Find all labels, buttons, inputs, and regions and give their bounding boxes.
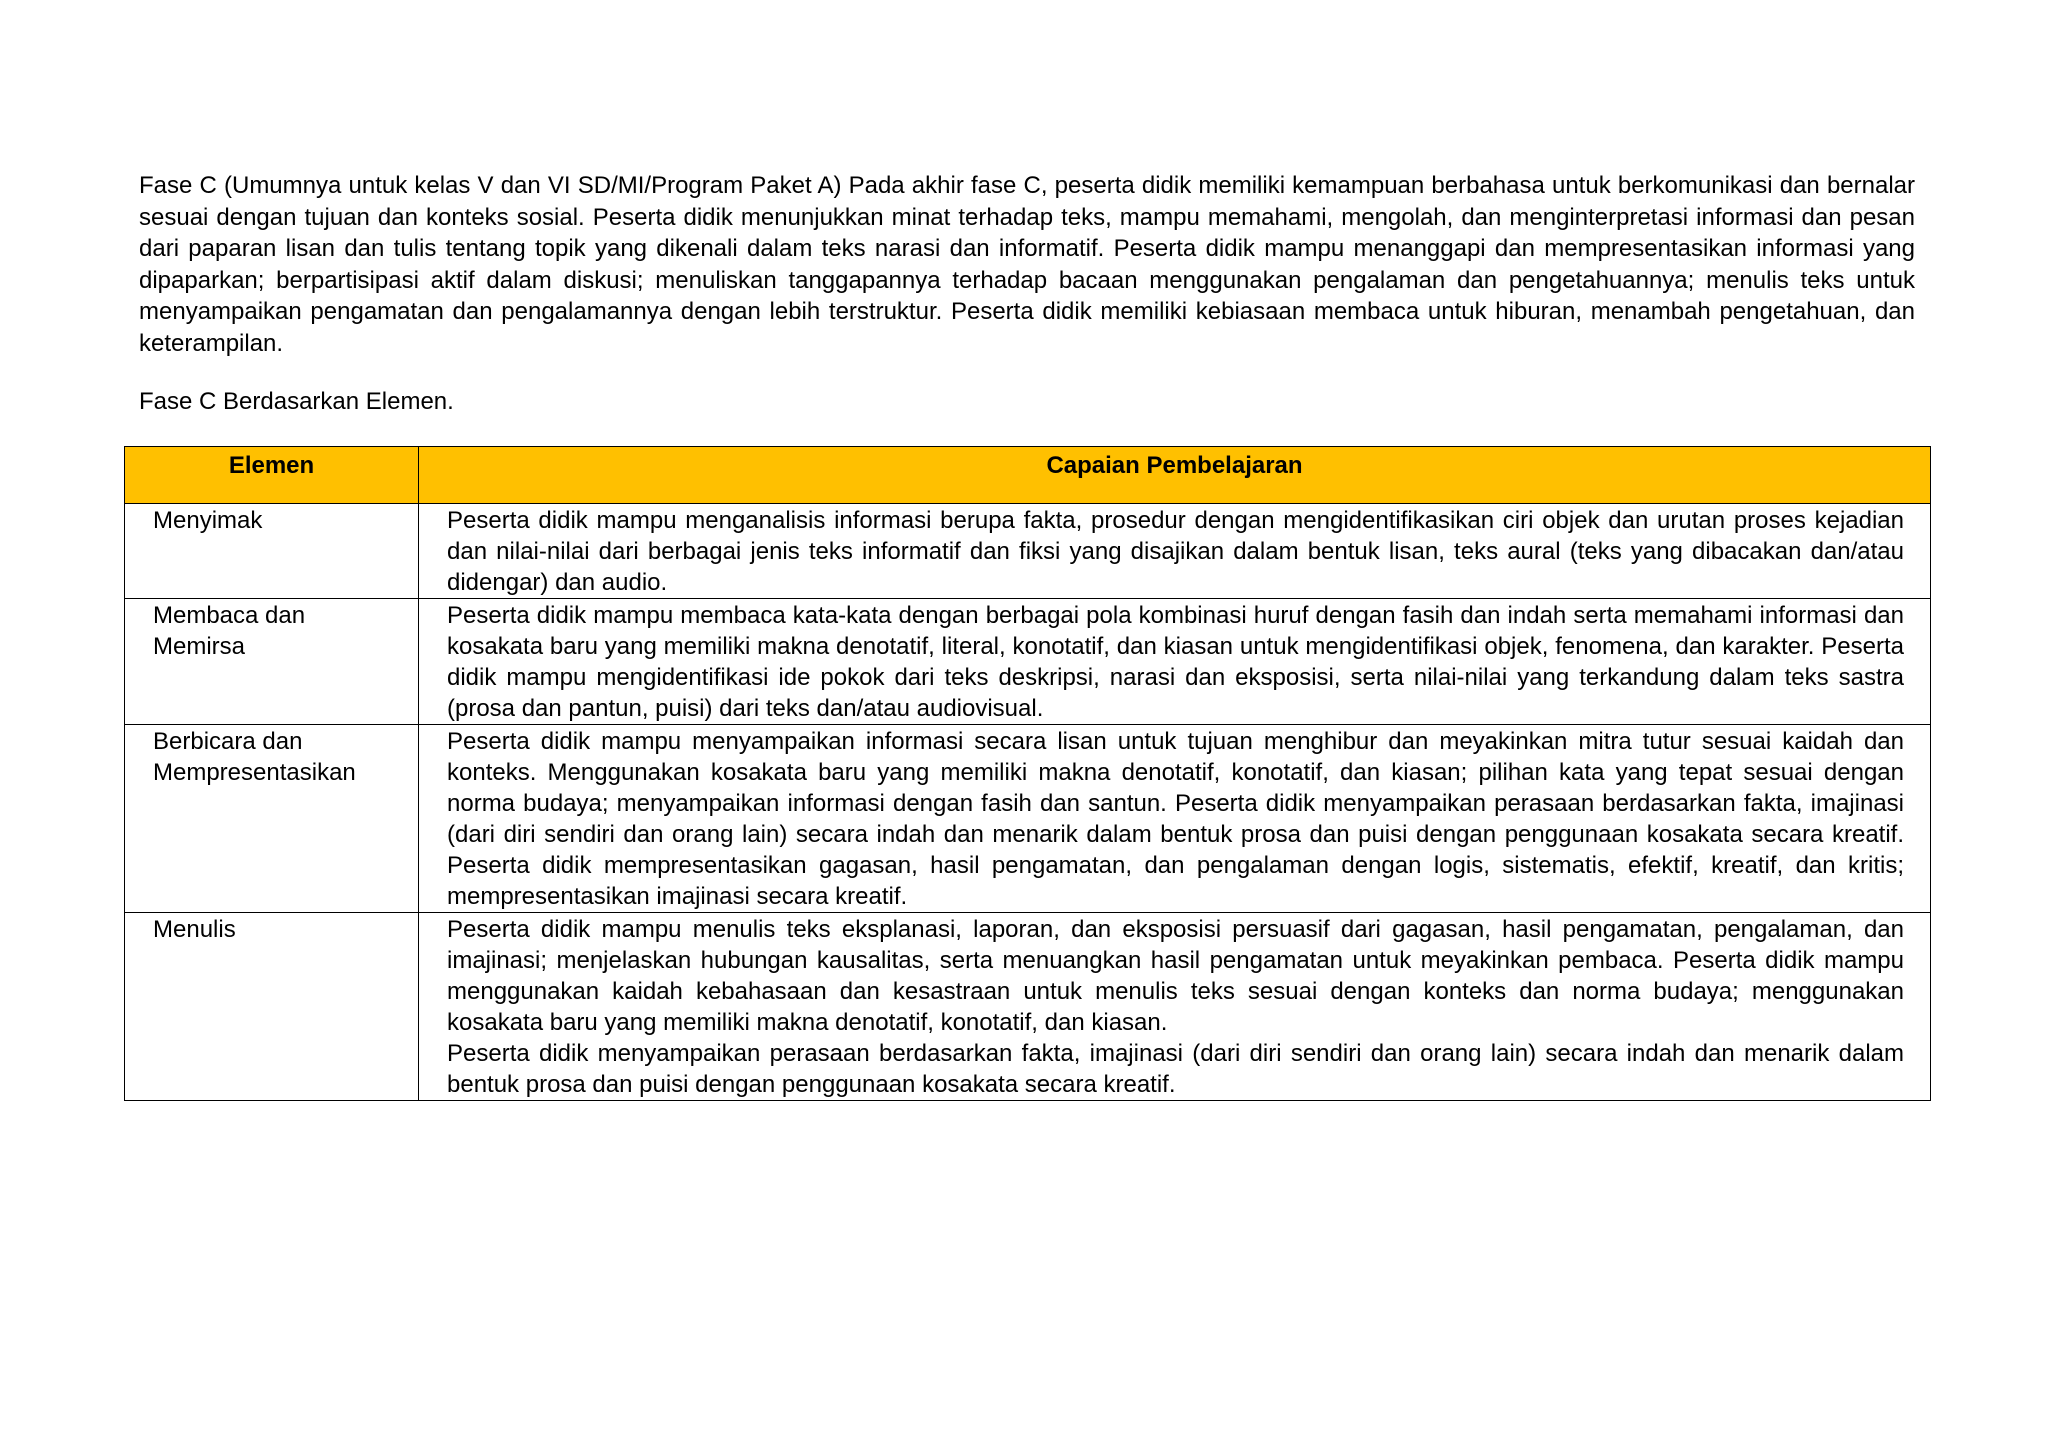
achievement-text-continued: Peserta didik menyampaikan perasaan berdasarkan fakta, imajinasi (dari diri sendiri dan orang lain) secara indah dan menarik dalam bentuk prosa dan puisi dengan penggunaan kosakata secara kreatif. bbox=[447, 1040, 1904, 1098]
element-name-cont: Memirsa bbox=[153, 633, 246, 660]
element-cell bbox=[125, 725, 419, 913]
table-row bbox=[125, 599, 1931, 725]
achievement-text: Peserta didik mampu membaca kata-kata dengan berbagai pola kombinasi huruf dengan fasih dan indah serta memahami informasi dan kosakata baru yang memiliki makna denotatif, literal, konotatif, dan kiasan untuk mengidentifikasi objek, fenomena, dan karakter. Peserta didik mampu mengidentifikasi ide pokok dari teks deskripsi, narasi dan eksposisi, serta nilai-nilai yang terkandung dalam teks sastra (prosa dan pantun, puisi) dari teks dan/atau audiovisual. bbox=[447, 602, 1904, 722]
element-name: Menyimak bbox=[153, 507, 263, 534]
achievement-cell bbox=[419, 725, 1931, 913]
element-name: Membaca dan bbox=[153, 602, 306, 629]
intro-paragraph: Fase C (Umumnya untuk kelas V dan VI SD/MI/Program Paket A) Pada akhir fase C, peserta didik memiliki kemampuan berbahasa untuk berkomunikasi dan bernalar sesuai dengan tujuan dan konteks sosial. Peserta didik menunjukkan minat terhadap teks, mampu memahami, mengolah, dan menginterpretasi informasi dan pesan dari paparan lisan dan tulis tentang topik yang dikenali dalam teks narasi dan informatif. Peserta didik mampu menanggapi dan mempresentasikan informasi yang dipaparkan; berpartisipasi aktif dalam diskusi; menuliskan tanggapannya terhadap bacaan menggunakan pengalaman dan pengetahuannya; menulis teks untuk menyampaikan pengamatan dan pengalamannya dengan lebih terstruktur. Peserta didik memiliki kebiasaan membaca untuk hiburan, menambah pengetahuan, dan keterampilan. bbox=[139, 172, 1915, 357]
achievement-text: Peserta didik mampu menyampaikan informasi secara lisan untuk tujuan menghibur dan meyakinkan mitra tutur sesuai kaidah dan konteks. Menggunakan kosakata baru yang memiliki makna denotatif, konotatif, dan kiasan; pilihan kata yang tepat sesuai dengan norma budaya; menyampaikan informasi dengan fasih dan santun. Peserta didik menyampaikan perasaan berdasarkan fakta, imajinasi (dari diri sendiri dan orang lain) secara indah dan menarik dalam bentuk prosa dan puisi dengan penggunaan kosakata secara kreatif. Peserta didik mempresentasikan gagasan, hasil pengamatan, dan pengalaman dengan logis, sistematis, efektif, kreatif, dan kritis; mempresentasikan imajinasi secara kreatif. bbox=[447, 728, 1904, 910]
table-row bbox=[125, 913, 1931, 1101]
element-cell bbox=[125, 504, 419, 599]
learning-outcomes-table bbox=[124, 446, 1931, 1101]
element-cell bbox=[125, 599, 419, 725]
table-row bbox=[125, 725, 1931, 913]
element-cell bbox=[125, 913, 419, 1101]
achievement-cell bbox=[419, 504, 1931, 599]
element-name-cont: Mempresentasikan bbox=[153, 759, 356, 786]
achievement-cell bbox=[419, 913, 1931, 1101]
section-subheading: Fase C Berdasarkan Elemen. bbox=[139, 388, 454, 415]
element-name: Berbicara dan bbox=[153, 728, 303, 755]
header-achievement: Capaian Pembelajaran bbox=[419, 447, 1931, 504]
achievement-text: Peserta didik mampu menulis teks eksplanasi, laporan, dan eksposisi persuasif dari gagasan, hasil pengamatan, pengalaman, dan imajinasi; menjelaskan hubungan kausalitas, serta menuangkan hasil pengamatan untuk meyakinkan pembaca. Peserta didik mampu menggunakan kaidah kebahasaan dan kesastraan untuk menulis teks sesuai dengan konteks dan norma budaya; menggunakan kosakata baru yang memiliki makna denotatif, konotatif, dan kiasan. bbox=[447, 916, 1904, 1036]
element-name: Menulis bbox=[153, 916, 236, 943]
header-element: Elemen bbox=[125, 447, 419, 504]
table-header-row bbox=[125, 447, 1931, 504]
achievement-text: Peserta didik mampu menganalisis informasi berupa fakta, prosedur dengan mengidentifikasikan ciri objek dan urutan proses kejadian dan nilai-nilai dari berbagai jenis teks informatif dan fiksi yang disajikan dalam bentuk lisan, teks aural (teks yang dibacakan dan/atau didengar) dan audio. bbox=[447, 507, 1904, 596]
achievement-cell bbox=[419, 599, 1931, 725]
table-row bbox=[125, 504, 1931, 599]
